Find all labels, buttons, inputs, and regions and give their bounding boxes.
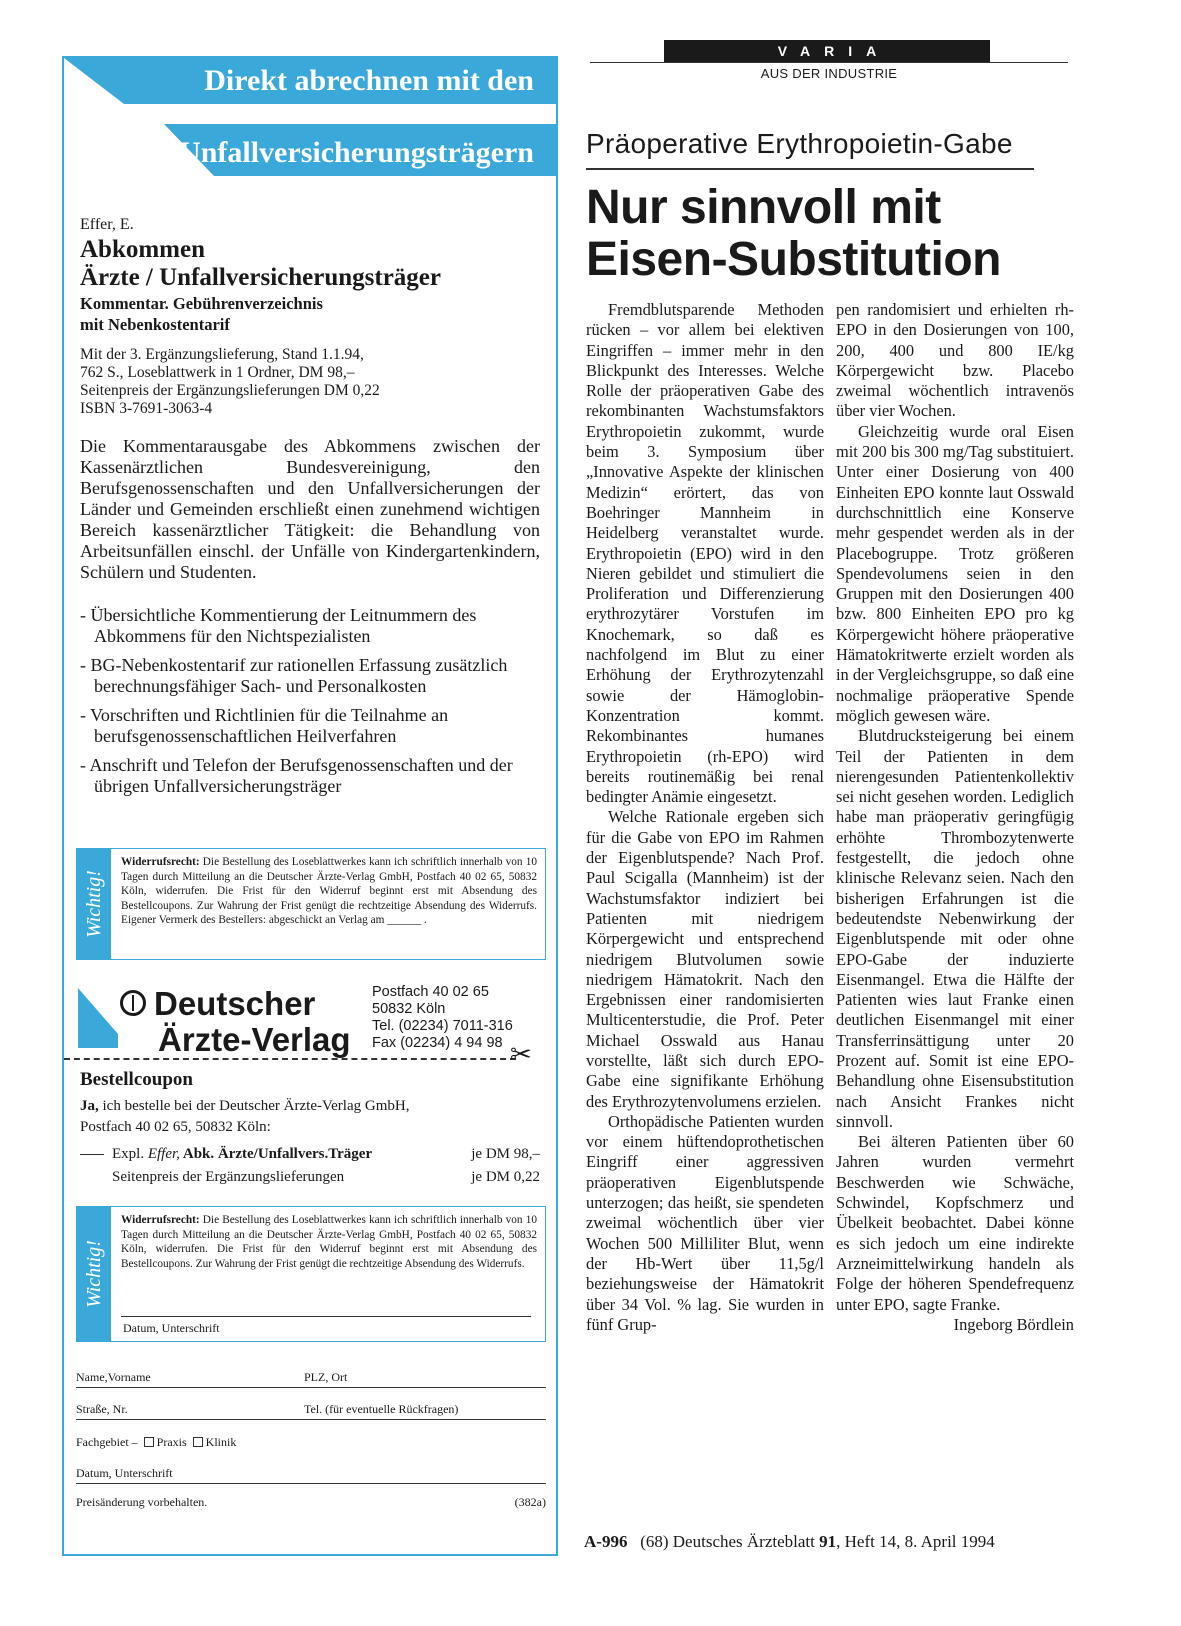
article-kicker: Präoperative Erythropoietin-Gabe <box>586 128 1013 159</box>
ad-banner <box>64 58 556 196</box>
section-bar: VARIA <box>664 40 990 62</box>
name-field-label: Name,Vorname <box>76 1370 151 1384</box>
publisher-block <box>78 978 548 1068</box>
article-paragraph: pen randomisiert und erhielten rh-EPO in den Dosierungen von 100, 200, 400 und 800 IE/kg Körpergewicht bzw. Placebo zweimal wöchentlich intravenös über vier Wochen. <box>836 300 1074 421</box>
form-row-specialty <box>76 1420 546 1452</box>
praxis-checkbox[interactable] <box>144 1437 154 1447</box>
feature-item: - BG-Nebenkostentarif zur rationellen Erfassung zusätzlich berechnungsfähiger Sach- und Personalkosten <box>80 655 508 696</box>
coupon-intro <box>80 1096 540 1138</box>
coupon-title: Bestellcoupon <box>80 1069 193 1090</box>
notice-heading: Widerrufsrecht: <box>121 856 200 868</box>
book-title-line-1: Abkommen <box>80 236 206 263</box>
order-subitem-price: je DM 0,22 <box>471 1169 540 1185</box>
scissors-icon: ✂ <box>510 1040 532 1070</box>
form-row-footer <box>76 1480 546 1512</box>
ad-code: (382a) <box>514 1495 546 1509</box>
order-item-prefix: Expl. <box>112 1146 148 1162</box>
phone-field-label: Tel. (für eventuelle Rückfragen) <box>304 1402 459 1416</box>
notice-tag-label: Wichtig! <box>82 870 105 938</box>
notice-tag <box>77 1207 111 1341</box>
order-item-row <box>80 1144 540 1165</box>
page-number: (68) <box>640 1532 669 1551</box>
publisher-phone: Tel. (02234) 7011-316 <box>372 1018 513 1034</box>
publisher-name-line-2: Ärzte-Verlag <box>158 1021 351 1058</box>
praxis-label: Praxis <box>156 1435 187 1449</box>
publisher-fax: Fax (02234) 4 94 98 <box>372 1035 503 1051</box>
book-title-line-2: Ärzte / Unfallversicherungsträger <box>80 264 441 291</box>
book-info <box>80 216 540 805</box>
order-item-author: Effer, <box>147 1146 180 1162</box>
coupon-intro-text: ich bestelle bei der Deutscher Ärzte-Verlag GmbH, <box>98 1098 410 1114</box>
publisher-address-line: Postfach 40 02 65 <box>372 984 489 1000</box>
order-coupon <box>80 1068 540 1188</box>
article-paragraph: Blutdrucksteigerung bei einem Teil der Patienten in dem nierengesunden Patientenkollektiv sei nicht gesehen worden. Lediglich habe man präoperativ geringfügig erhöhte Thrombozytenwerte festgestellt, die jedoch ohne klinische Relevanz seien. Nach den bisherigen Erfahrungen ist die bedeutendste Nebenwirkung der Eigenblutspende mit oder ohne EPO-Gabe der induzierte Eisenmangel. Etwa die Hälfte der Patienten wies laut Franke einen deutlichen Eisenmangel mit einer Transferrinsättigung unter 20 Prozent auf. Somit ist eine EPO-Behandlung ohne Eisensubstitution nach Ansicht Frankes nicht sinnvoll. <box>836 726 1074 1131</box>
publisher-logo <box>120 986 351 1058</box>
page-code: A-996 <box>584 1532 628 1551</box>
banner-headline-2: Unfallversicherungsträgern <box>179 136 534 169</box>
article-paragraph: Gleichzeitig wurde oral Eisen mit 200 bis 300 mg/Tag substituiert. Unter einer Dosierung von 400 Einheiten EPO konnte laut Osswald durchschnittlich eine Konserve mehr gespendet werden als in der Placebogruppe. Trotz größeren Spendevolumens seien in den Gruppen mit den Dosierungen 400 bzw. 800 Einheiten EPO pro kg Körpergewicht höhere präoperative Hämatokritwerte erzielt worden als in der Vergleichsgruppe, so daß eine nochmalige präoperative Spende möglich gewesen wäre. <box>836 421 1074 725</box>
notice-tag <box>77 849 111 959</box>
specialty-field <box>76 1435 236 1450</box>
feature-item: - Übersichtliche Kommentierung der Leitnummern des Abkommens für den Nichtspezialisten <box>80 605 477 646</box>
order-item-label <box>112 1146 372 1162</box>
book-description: Die Kommentarausgabe des Abkommens zwischen der Kassenärztlichen Bundesvereinigung, den Berufsgenossenschaften und den Unfallversicherungen der Länder und Gemeinden erschließt einen zunehmend wichtigen Bereich kassenärztlicher Tätigkeit: die Behandlung von Arbeitsunfällen einschl. der Unfälle von Kindergartenkindern, Schülern und Studenten. <box>80 436 540 582</box>
book-details <box>80 346 540 418</box>
notice-text: Die Bestellung des Loseblattwerkes kann ich schriftlich innerhalb von 10 Tagen durch Mitteilung an die Deutscher Ärzte-Verlag GmbH, Postfach 40 02 65, 50832 Köln, widerrufen. Die Frist für den Widerruf beginnt erst mit Absendung des Bestellcoupons. Zur Wahrung der Frist genügt die rechtzeitige Absendung des Widerrufs. Eigener Vermerk des Bestellers: abgeschickt an Verlag am ______ . <box>121 856 537 926</box>
journal-volume: 91 <box>819 1532 837 1551</box>
quantity-field[interactable] <box>80 1154 104 1155</box>
notice-text: Die Bestellung des Loseblattwerkes kann ich schriftlich innerhalb von 10 Tagen durch Mitteilung an die Deutscher Ärzte-Verlag GmbH, Postfach 40 02 65, 50832 Köln, widerrufen. Die Frist für den Widerruf beginnt erst mit Absendung des Bestellcoupons. Zur Wahrung der Frist genügt die rechtzeitige Absendung des Widerrufs. <box>121 1214 537 1270</box>
signature-label: Datum, Unterschrift <box>123 1320 220 1335</box>
page-footer <box>584 1532 995 1552</box>
notice-heading: Widerrufsrecht: <box>121 1214 200 1226</box>
advertisement <box>62 56 558 1556</box>
header-rule <box>590 62 1068 63</box>
signature-line[interactable] <box>121 1316 531 1317</box>
form-row-name[interactable] <box>76 1356 546 1388</box>
headline-line-1: Nur sinnvoll mit <box>586 181 941 234</box>
publisher-wedge-graphic <box>78 988 118 1048</box>
order-item-price: je DM 98,– <box>471 1146 540 1162</box>
order-item-title: Abk. Ärzte/Unfallvers.Träger <box>179 1146 373 1162</box>
book-detail-line: 762 S., Loseblattwerk in 1 Ordner, DM 98,– <box>80 364 355 381</box>
banner-headline-1: Direkt abrechnen mit den <box>204 64 534 97</box>
withdrawal-notice-coupon <box>76 1206 546 1342</box>
price-change-note: Preisänderung vorbehalten. <box>76 1495 208 1509</box>
klinik-checkbox[interactable] <box>193 1437 203 1447</box>
section-label: AUS DER INDUSTRIE <box>760 66 898 81</box>
order-subitem-row <box>80 1167 540 1188</box>
article-headline <box>586 182 1056 286</box>
article-column-1 <box>586 300 824 1335</box>
publisher-name-line-1: Deutscher <box>154 985 316 1022</box>
coupon-intro-yes: Ja, <box>80 1098 99 1114</box>
feature-item: - Vorschriften und Richtlinien für die Teilnahme an berufsgenossenschaftlichen Heilverfahren <box>80 705 449 746</box>
article-paragraph: Bei älteren Patienten über 60 Jahren wurden vermehrt Beschwerden wie Schwäche, Schwindel, Kopfschmerz und Übelkeit beobachtet. Dabei könne es sich jedoch um eine indirekte Arzneimittelwirkung handeln als Folge der höheren Spendefrequenz unter EPO, sagte Franke. <box>836 1132 1074 1314</box>
book-author: Effer, E. <box>80 216 134 233</box>
headline-line-2: Eisen-Substitution <box>586 233 1001 286</box>
klinik-label: Klinik <box>205 1435 237 1449</box>
article-paragraph: Orthopädische Patienten wurden vor einem hüftendoprothetischen Eingriff einer aggressiven präoperativen Eigenblutspende unterzogen; das heißt, sie spendeten zweimal wöchentlich über vier Wochen 500 Milliliter Blut, wenn der Hb-Wert über 11,5g/l beziehungsweise der Hämatokrit über 34 Vol. % lag. Sie wurden in fünf Grup- <box>586 1111 824 1334</box>
book-detail-line: Seitenpreis der Ergänzungslieferungen DM 0,22 <box>80 382 380 399</box>
cut-line <box>64 1058 516 1060</box>
publisher-emblem-icon <box>120 990 146 1016</box>
withdrawal-notice <box>76 848 546 960</box>
article-column-2 <box>836 300 1074 1335</box>
book-detail-line: Mit der 3. Ergänzungslieferung, Stand 1.1.94, <box>80 346 364 363</box>
city-field-label: PLZ, Ort <box>304 1370 348 1384</box>
date-signature-label: Datum, Unterschrift <box>76 1466 173 1480</box>
publisher-address-line: 50832 Köln <box>372 1001 446 1017</box>
street-field-label: Straße, Nr. <box>76 1402 128 1416</box>
article-paragraph: Welche Rationale ergeben sich für die Gabe von EPO im Rahmen der Eigenblutspende? Nach Prof. Paul Scigalla (Mannheim) ist der Wachstumsfaktor indiziert bei Patienten mit niedrigem Körpergewicht und entsprechend niedrigem Blutvolumen sowie niedrigem Hämatokrit. Nach den Ergebnissen einer randomisierten Multicenterstudie, die Prof. Peter Michael Osswald aus Hanau vorstellte, läßt sich durch EPO-Gabe eine signifikante Erhöhung des Erythrozytenvolumens erzielen. <box>586 807 824 1111</box>
book-detail-line: ISBN 3-7691-3063-4 <box>80 400 213 417</box>
book-subtitle-line-1: Kommentar. Gebührenverzeichnis <box>80 294 323 313</box>
journal-name: Deutsches Ärzteblatt <box>672 1532 815 1551</box>
form-row-street[interactable] <box>76 1388 546 1420</box>
article-paragraph: Fremdblutsparende Methoden rücken – vor allem bei elektiven Eingriffen – immer mehr in den Blickpunkt des Interesses. Welche Rolle der präoperativen Gabe des rekombinanten Wachstumsfaktors Erythropoietin zukommt, wurde beim 3. Symposium über „Innovative Aspekte der klinischen Medizin“ erörtert, das von Boehringer Mannheim in Heidelberg veranstaltet wurde. Erythropoietin (EPO) wird in den Nieren gebildet und stimuliert die Proliferation und Differenzierung erythrozytärer Vorstufen im Knochemark, so daß es nachfolgend im Blut zu einer Erhöhung der Erythrozytenzahl sowie der Hämoglobin-Konzentration kommt. Rekombinantes humanes Erythropoietin (rh-EPO) wird bereits routinemäßig bei renal bedingter Anämie eingesetzt. <box>586 300 824 807</box>
feature-list <box>80 605 540 797</box>
book-subtitle-line-2: mit Nebenkostentarif <box>80 315 230 334</box>
coupon-intro-address: Postfach 40 02 65, 50832 Köln: <box>80 1119 271 1135</box>
issue-date: , Heft 14, 8. April 1994 <box>836 1532 995 1551</box>
article-byline: Ingeborg Bördlein <box>953 1314 1074 1334</box>
specialty-label: Fachgebiet – <box>76 1435 138 1449</box>
publisher-contact <box>372 984 513 1052</box>
order-subitem-label: Seitenpreis der Ergänzungslieferungen <box>112 1169 345 1185</box>
kicker-rule <box>586 168 1034 170</box>
feature-item: - Anschrift und Telefon der Berufsgenossenschaften und der übrigen Unfallversicherungsträger <box>80 755 513 796</box>
notice-tag-label: Wichtig! <box>82 1240 105 1308</box>
